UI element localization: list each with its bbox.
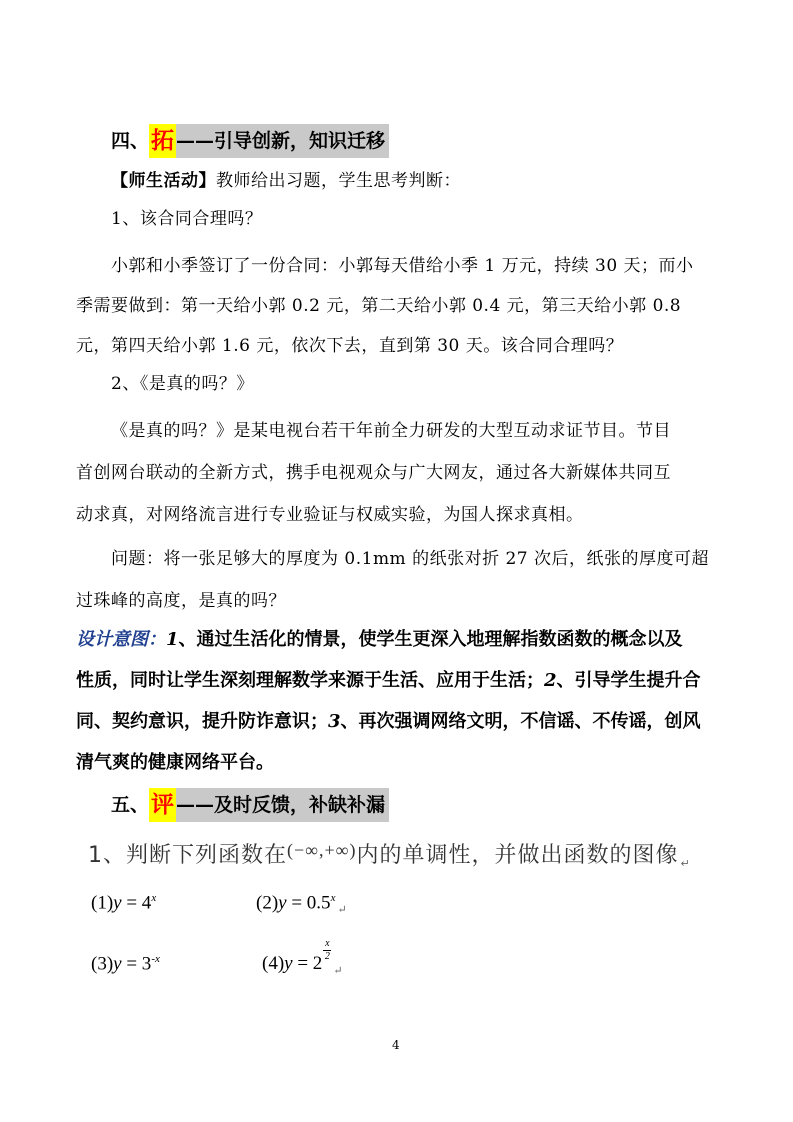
interval: (−∞,+∞) [287, 840, 357, 860]
section-highlight: 拓 [149, 124, 176, 158]
design-intent-label: 设计意图： [76, 629, 166, 650]
exponent-denominator: 2 [324, 951, 330, 962]
page-number: 4 [392, 1038, 400, 1052]
exponent: x [330, 892, 336, 904]
design-intent-line: 清气爽的健康网络平台。 [76, 752, 274, 773]
design-intent-line [76, 620, 683, 660]
function-item [91, 892, 156, 914]
exponent-numerator: x [325, 938, 330, 949]
q2-para-line: 动求真，对网络流言进行专业验证与权威实验，为国人探求真相。 [76, 505, 584, 525]
q2-para-line: 首创网台联动的全新方式，携手电视观众与广大网友，通过各大新媒体共同互 [76, 463, 671, 483]
function-item [91, 953, 160, 975]
intent-number: 2 [544, 670, 557, 691]
section-highlight: 评 [149, 788, 176, 822]
variable: y [113, 892, 122, 914]
variable: y [284, 953, 293, 974]
section-heading-5 [111, 788, 389, 822]
intent-text: 、再次强调网络文明，不信谣、不传谣，创风 [340, 711, 701, 732]
equation: = 3 [121, 953, 152, 975]
equation: = 2 [292, 953, 323, 974]
item-label: (1) [91, 892, 114, 914]
section-heading-4 [111, 124, 389, 158]
variable: y [278, 892, 287, 914]
exponent: x [151, 892, 157, 904]
question-2-title: 2、《是真的吗？》 [111, 374, 254, 394]
intent-text: 、通过生活化的情景，使学生更深入地理解指数函数的概念以及 [178, 629, 683, 650]
exercise-title [88, 838, 691, 870]
design-intent-line [76, 702, 701, 742]
exercise-title-text: 内的单调性，并做出函数的图像 [356, 843, 679, 868]
exponent: -x [151, 953, 160, 965]
activity-text: 教师给出习题，学生思考判断： [216, 171, 461, 191]
intent-number: 3 [328, 711, 341, 732]
equation: = 0.5 [286, 892, 331, 914]
intent-number: 1 [166, 629, 179, 650]
activity-label: 【师生活动】 [111, 171, 216, 191]
item-label: (2) [256, 892, 279, 914]
section-title: ——引导创新，知识迁移 [176, 124, 389, 158]
q1-para-line: 小郭和小季签订了一份合同：小郭每天借给小季 1 万元，持续 30 天；而小 [111, 256, 694, 276]
item-label: (3) [91, 953, 114, 975]
equation: = 4 [121, 892, 152, 914]
section-number: 四、 [111, 130, 150, 152]
q1-para-line: 元，第四天给小郭 1.6 元，依次下去，直到第 30 天。该合同合理吗？ [76, 336, 624, 356]
return-mark: ↵ [333, 964, 343, 977]
intent-text: 同、契约意识，提升防诈意识； [76, 711, 328, 732]
intent-text: 、引导学生提升合 [556, 670, 701, 691]
function-item [256, 892, 347, 916]
item-label: (4) [262, 953, 285, 974]
design-intent-line [76, 661, 701, 701]
activity-line [111, 162, 461, 200]
fraction-exponent [323, 939, 331, 962]
section-title: ——及时反馈，补缺补漏 [176, 788, 389, 822]
q2-question-line: 过珠峰的高度，是真的吗？ [76, 591, 286, 611]
variable: y [113, 953, 122, 975]
return-mark: ↵ [680, 857, 691, 871]
exercise-title-text: 1、判断下列函数在 [88, 843, 287, 868]
section-number: 五、 [111, 794, 150, 816]
q1-para-line: 季需要做到：第一天给小郭 0.2 元，第二天给小郭 0.4 元，第三天给小郭 0.8 [76, 296, 682, 316]
q2-question-line: 问题：将一张足够大的厚度为 0.1mm 的纸张对折 27 次后，纸张的厚度可超 [111, 549, 710, 569]
intent-text: 性质，同时让学生深刻理解数学来源于生活、应用于生活； [76, 670, 544, 691]
return-mark: ↵ [337, 904, 347, 917]
q2-para-line: 《是真的吗？》是某电视台若干年前全力研发的大型互动求证节目。节目 [111, 421, 671, 441]
function-item [262, 938, 343, 977]
question-1-title: 1、该合同合理吗？ [111, 209, 263, 229]
